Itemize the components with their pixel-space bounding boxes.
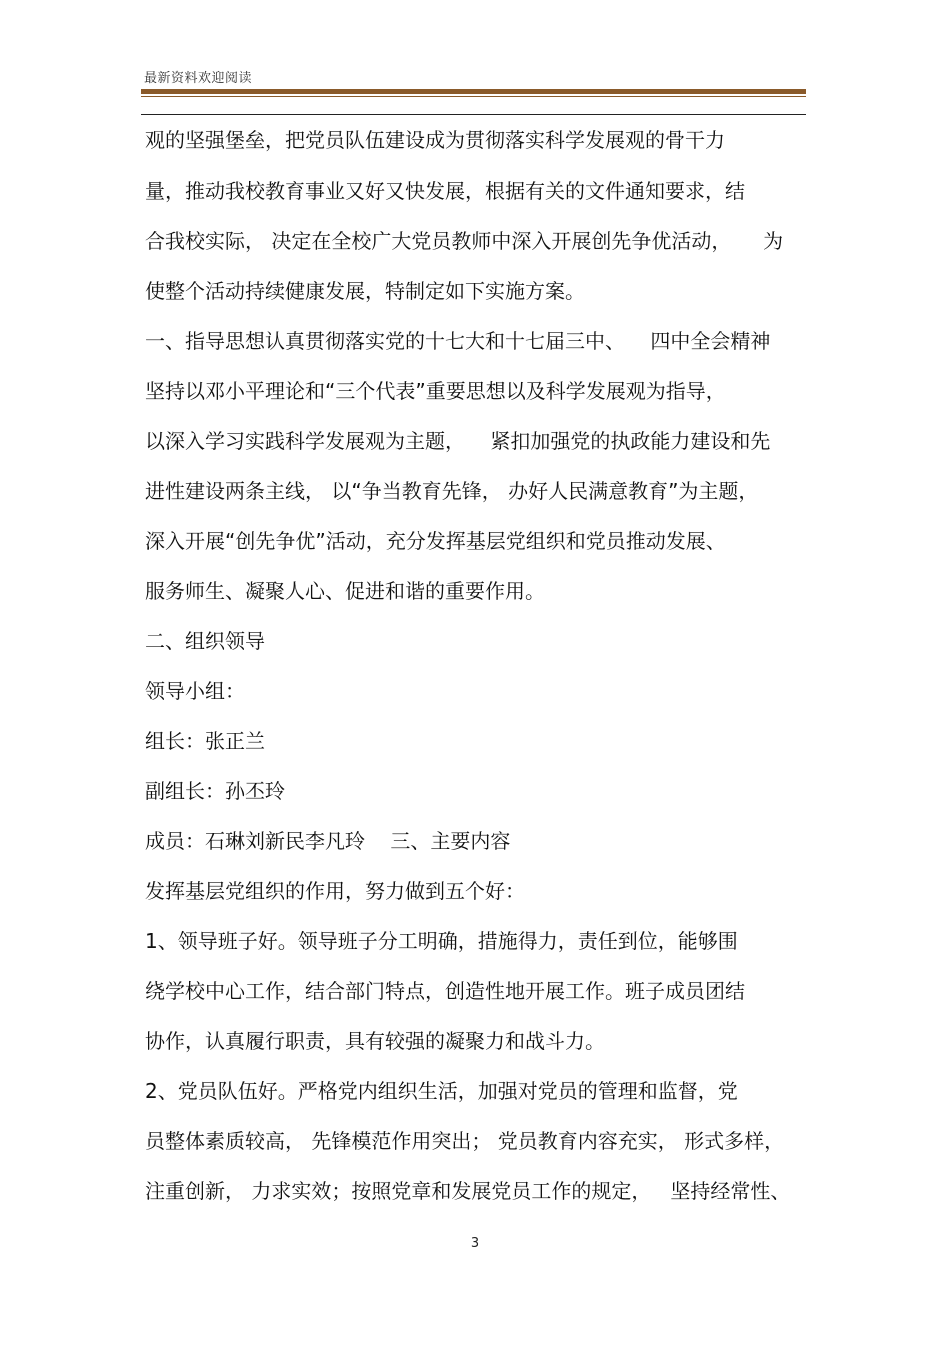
header-rule-thick — [141, 89, 806, 94]
text-line: 成员：石琳刘新民李凡玲 三、主要内容 — [145, 829, 511, 853]
text-line: 服务师生、凝聚人心、促进和谐的重要作用。 — [145, 579, 545, 603]
text-line: 领导小组： — [145, 679, 245, 703]
text-line: 员整体素质较高， 先锋模范作用突出； 党员教育内容充实， 形式多样， — [145, 1129, 785, 1153]
text-line: 注重创新， 力求实效；按照党章和发展党员工作的规定， 坚持经常性、 — [145, 1179, 791, 1203]
header-rule-black — [141, 114, 806, 115]
header-rule-thin — [141, 96, 806, 97]
text-line: 合我校实际， 决定在全校广大党员教师中深入开展创先争优活动， 为 — [145, 229, 784, 253]
text-line: 以深入学习实践科学发展观为主题， 紧扣加强党的执政能力建设和先 — [145, 429, 771, 453]
section-heading: 二、组织领导 — [145, 629, 265, 653]
header-title: 最新资料欢迎阅读 — [144, 71, 253, 86]
text-line: 深入开展“创先争优”活动，充分发挥基层党组织和党员推动发展、 — [145, 529, 726, 553]
text-line: 副组长：孙丕玲 — [145, 779, 285, 803]
text-line: 使整个活动持续健康发展，特制定如下实施方案。 — [145, 279, 585, 303]
text-line: 坚持以邓小平理论和“三个代表”重要思想以及科学发展观为指导， — [145, 379, 726, 403]
text-line: 量，推动我校教育事业又好又快发展，根据有关的文件通知要求，结 — [145, 179, 745, 203]
text-line: 1、领导班子好。领导班子分工明确，措施得力，责任到位，能够围 — [145, 929, 738, 953]
text-line: 2、党员队伍好。严格党内组织生活，加强对党员的管理和监督，党 — [145, 1079, 738, 1103]
text-line: 协作，认真履行职责，具有较强的凝聚力和战斗力。 — [145, 1029, 605, 1053]
text-line: 一、指导思想认真贯彻落实党的十七大和十七届三中、 四中全会精神 — [145, 329, 771, 353]
text-line: 发挥基层党组织的作用，努力做到五个好： — [145, 879, 525, 903]
text-line: 观的坚强堡垒，把党员队伍建设成为贯彻落实科学发展观的骨干力 — [145, 128, 725, 152]
page-number: 3 — [470, 1236, 480, 1251]
text-line: 绕学校中心工作，结合部门特点，创造性地开展工作。班子成员团结 — [145, 979, 745, 1003]
text-line: 组长：张正兰 — [145, 729, 265, 753]
text-line: 进性建设两条主线， 以“争当教育先锋， 办好人民满意教育”为主题， — [145, 479, 759, 503]
